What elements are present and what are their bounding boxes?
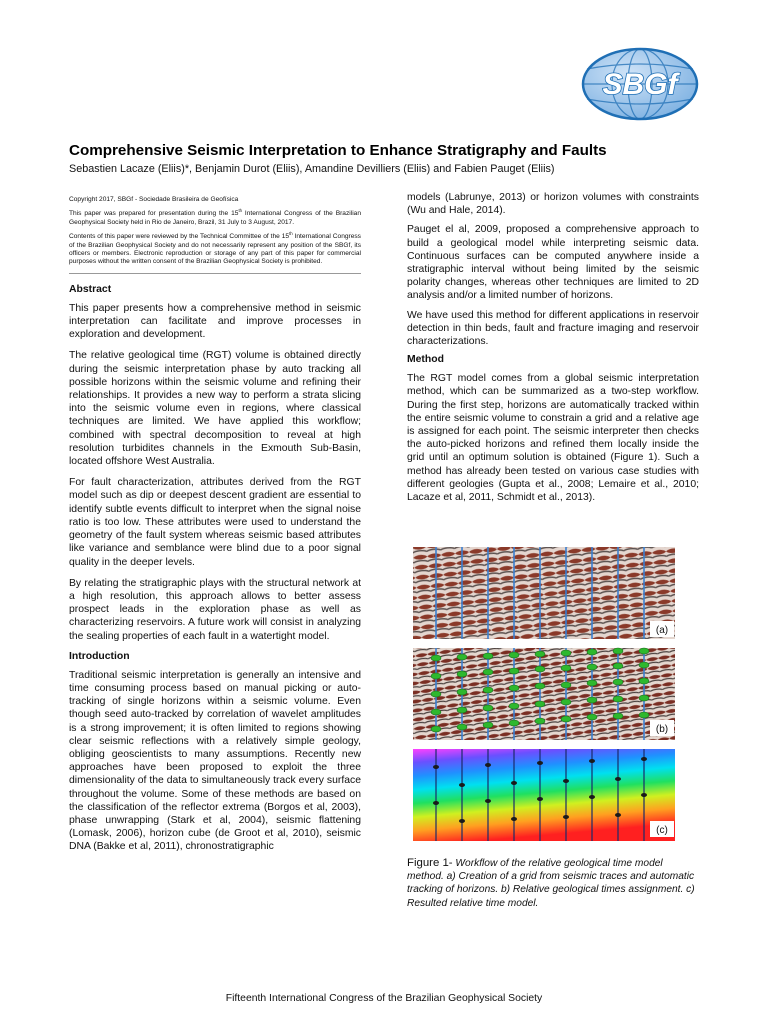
- left-column: [69, 196, 361, 862]
- introduction-paragraph: Traditional seismic interpretation is generally an intensive and time consuming process based on manual picking or auto-tracking of single horizons within a seismic volume. Even though seed auto-tracked by correlation of wavelet amplitudes is a strong improvement; it is often limited to regions showing clear seismic reflections with a relatively simple geology, obliging geoscientists to many assumptions. Recently new approaches have been proposed to exploit the three dimensionality of the data to simultaneously track every surface throughout the volume. Some of these methods are based on the classification of the reflector extrema (Borgos et al, 2003), phase unwrapping (Stark et al, 2004), seismic flattening (Lomask, 2006), horizon cube (de Groot et al, 2010), seismic DNA (Bakke et al, 2011), chronostratigraphic: [69, 669, 361, 853]
- copyright-line: Copyright 2017, SBGf - Sociedade Brasileira de Geofísica: [69, 196, 239, 203]
- panel-label-c: (c): [656, 825, 668, 836]
- logo-text: SBGf: [602, 68, 678, 101]
- page-footer: Fifteenth International Congress of the Brazilian Geophysical Society: [225, 993, 543, 1004]
- abstract-paragraph: This paper presents how a comprehensive method in seismic interpretation can facilitate and improve processes in exploration and development.: [69, 302, 361, 341]
- figure-panel-b: [413, 648, 675, 740]
- presentation-note: This paper was prepared for presentation during the 15th International Congress of the Brazilian Geophysical Society held in Rio de Janeiro, Brazil, 31 July to 3 August, 2017.: [69, 208, 361, 226]
- review-note: Contents of this paper were reviewed by the Technical Committee of the 15th International Congress of the Brazilian Geophysical Society and do not necessarily represent any position of the SBGf, its officers or members. Electronic reproduction or storage of any part of this paper for commercial purposes without the written consent of the Brazilian Geophysical Society is prohibited.: [69, 231, 361, 266]
- figure-1: [412, 545, 680, 841]
- abstract-paragraph: For fault characterization, attributes derived from the RGT model such as dip or deepest descent gradient are essential to identify subtle events difficult to interpret when the signal noise ratio is too low. These attributes were used to understand the geometry of the fault system whereas seismic based attributes like variance and semblance were blind due to a poor signal quality in the deeper levels.: [69, 477, 361, 568]
- introduction-paragraph: Pauget el al, 2009, proposed a comprehensive approach to build a geological model while interpreting seismic data. Continuous surfaces can be computed anywhere inside a stratigraphic interval without being limited by the seismic polarity changes, whereas other techniques are limited to 2D analysis and/or a limited number of horizons.: [407, 224, 699, 302]
- figure-caption-label: Figure 1-: [407, 857, 453, 869]
- figure-panel-a: [413, 547, 675, 639]
- method-heading: Method: [407, 354, 444, 366]
- abstract-paragraph: The relative geological time (RGT) volume is obtained directly during the seismic interpretation phase by auto tracking all possible horizons within the seismic volume and refining their relationships. It provides a new way to perform a strata slicing into the seismic volume even in regions, where classical techniques are limited. We have applied this workflow; combined with spectral decomposition to reveal at high resolution turbidites channels in the Exmouth Sub-Basin, located offshore West Australia.: [69, 350, 361, 468]
- introduction-paragraph: models (Labrunye, 2013) or horizon volumes with constraints (Wu and Hale, 2014).: [407, 192, 699, 217]
- paper-title: Comprehensive Seismic Interpretation to Enhance Stratigraphy and Faults: [69, 142, 607, 159]
- figure-panel-c: [413, 749, 675, 841]
- abstract-paragraph: By relating the stratigraphic plays with the structural network at a high resolution, this approach allows to better assess prospect leads in the exploration phase as well as characterizing reservoirs. A future work will consist in analyzing the sealing properties of each fault in a watertight model.: [69, 577, 361, 642]
- introduction-paragraph: We have used this method for different applications in reservoir detection in thin beds, fault and fracture imaging and reservoir characterizations.: [407, 309, 699, 348]
- abstract-heading: Abstract: [69, 283, 112, 295]
- introduction-heading: Introduction: [69, 650, 130, 662]
- right-column: [407, 191, 699, 512]
- panel-label-b: (b): [655, 724, 669, 735]
- figure-caption-text: Workflow of the relative geological time model method. a) Creation of a grid from seismic traces and automatic tracking of horizons. b) Relative geological times assignment. c) Resulted relative time model.: [407, 858, 695, 909]
- divider: [69, 273, 361, 274]
- author-list: Sebastien Lacaze (Eliis)*, Benjamin Durot (Eliis), Amandine Devilliers (Eliis) and Fabien Pauget (Eliis): [69, 163, 555, 175]
- sbgf-logo: [581, 47, 699, 121]
- method-paragraph: The RGT model comes from a global seismic interpretation method, which can be summarized as a two-step workflow. During the first step, horizons are automatically tracked within the entire seismic volume to constrain a grid and a relative age is assigned for each point. The seismic interpreter then checks the auto-picked horizons and refined them locally inside the grid until an optimum solution is obtained (Figure 1). Such a method has already been tested on various case studies with different geologies (Gupta et al., 2008; Lemaire et al., 2010; Lacaze et al, 2011, Schmidt et al., 2013).: [407, 373, 699, 504]
- figure-caption: [407, 857, 699, 910]
- panel-label-a: (a): [655, 625, 669, 636]
